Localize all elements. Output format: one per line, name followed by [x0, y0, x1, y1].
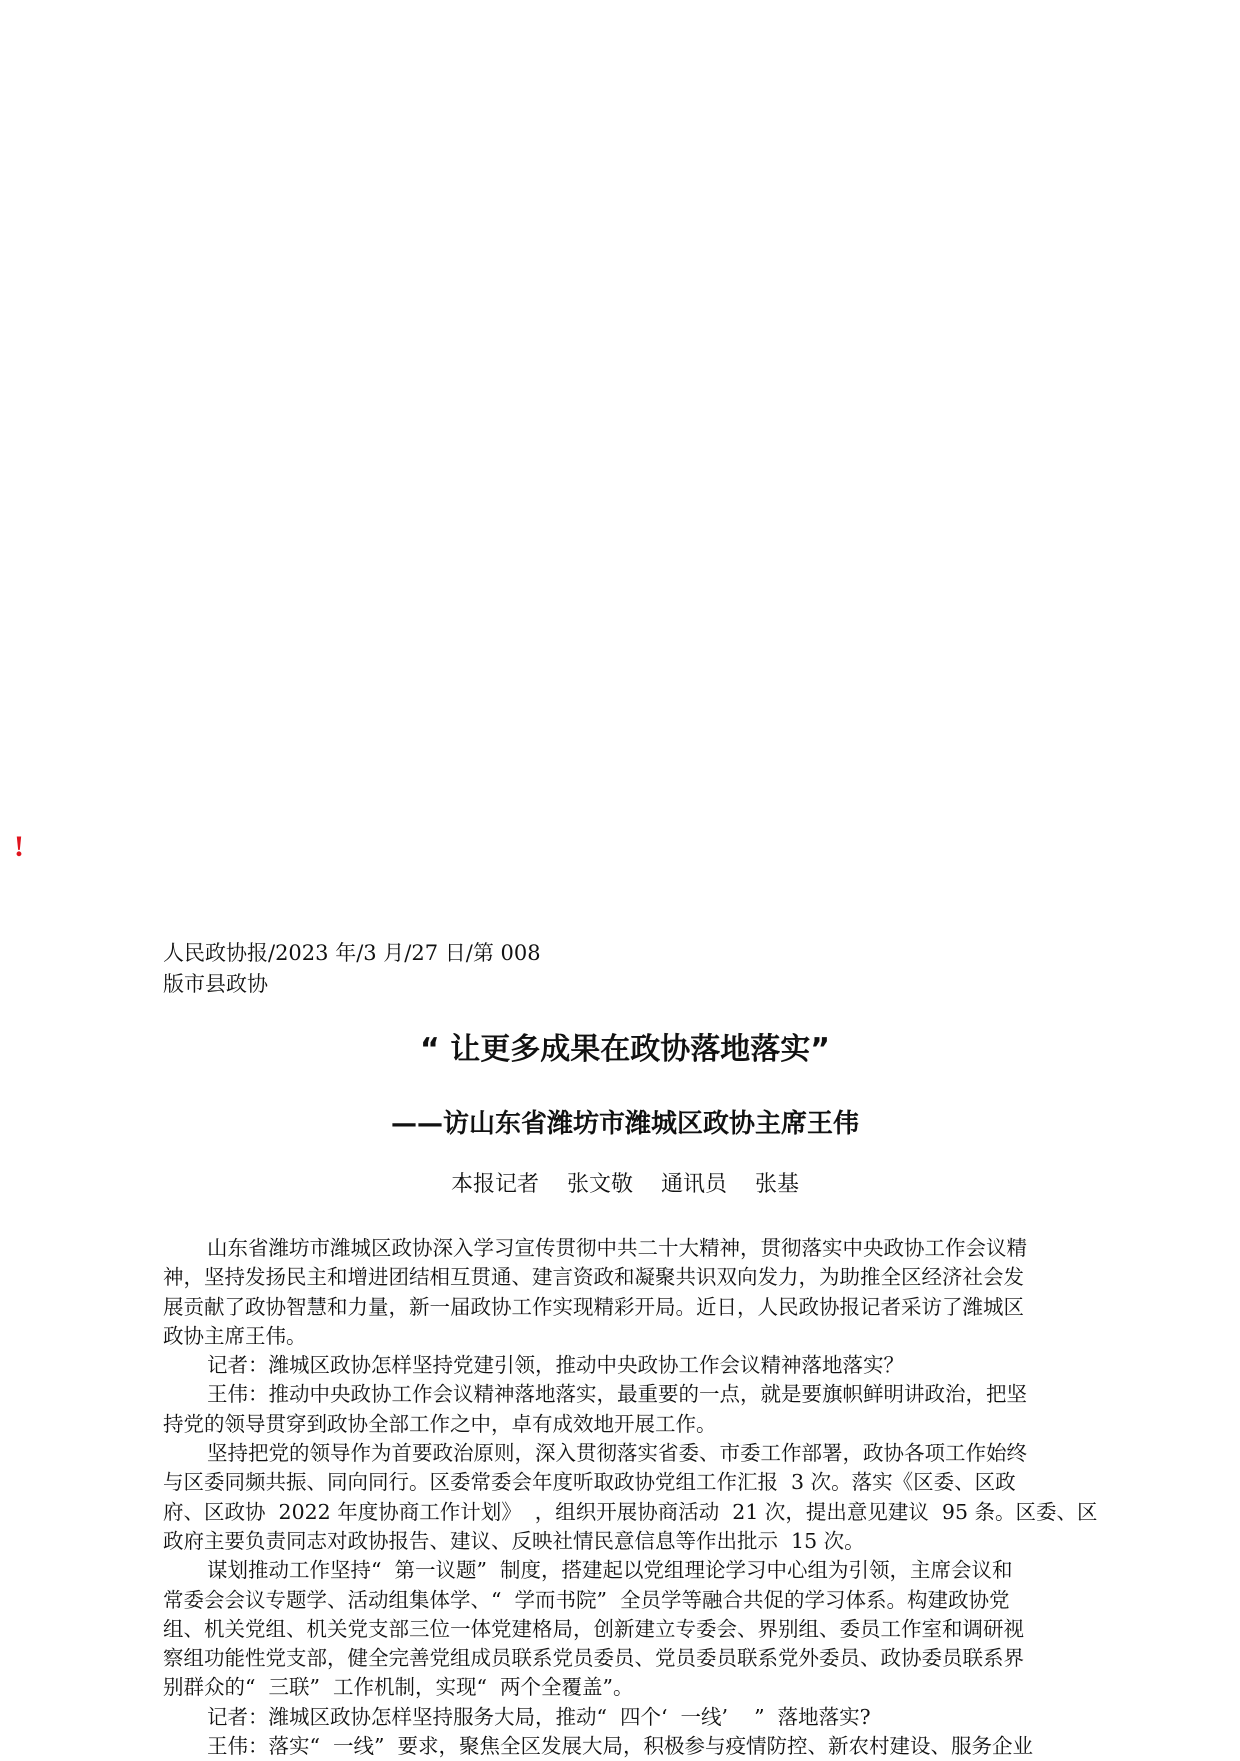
body-line: 政府主要负责同志对政协报告、建议、反映社情民意信息等作出批示 15 次。 [163, 1528, 865, 1553]
body-line: 记者：潍城区政协怎样坚持服务大局，推动“ 四个‘ 一线’ ” 落地落实? [207, 1704, 871, 1729]
body-line: 记者：潍城区政协怎样坚持党建引领，推动中央政协工作会议精神落地落实？ [207, 1353, 904, 1378]
body-line: 府、区政协 2022 年度协商工作计划》 ，组织开展协商活动 21 次，提出意见建议 95 条。区委、区 [163, 1499, 1098, 1524]
body-line: 山东省潍坊市潍城区政协深入学习宣传贯彻中共二十大精神，贯彻落实中央政协工作会议精 [207, 1236, 1027, 1260]
red-exclamation-mark: ! [14, 830, 24, 863]
body-line: 展贡献了政协智慧和力量，新一届政协工作实现精彩开局。近日，人民政协报记者采访了潍城区 [163, 1294, 1024, 1319]
body-line: 坚持把党的领导作为首要政治原则，深入贯彻落实省委、市委工作部署，政协各项工作始终 [207, 1441, 1027, 1466]
body-line: 持党的领导贯穿到政协全部工作之中，卓有成效地开展工作。 [163, 1411, 717, 1436]
body-line: 政协主席王伟。 [163, 1323, 307, 1348]
body-line: 神，坚持发扬民主和增进团结相互贯通、建言资政和凝聚共识双向发力，为助推全区经济社会发 [163, 1265, 1024, 1290]
article-body [163, 1234, 1098, 1761]
body-line: 王伟：推动中央政协工作会议精神落地落实，最重要的一点，就是要旗帜鲜明讲政治，把坚 [207, 1382, 1027, 1407]
body-line: 别群众的“ 三联” 工作机制，实现“ 两个全覆盖”。 [163, 1675, 634, 1700]
article-subtitle: ——访山东省潍坊市潍城区政协主席王伟 [390, 1109, 859, 1139]
body-line: 组、机关党组、机关党支部三位一体党建格局，创新建立专委会、界别组、委员工作室和调研视 [163, 1616, 1024, 1641]
article-title: “ 让更多成果在政协落地落实” [420, 1032, 830, 1067]
source-line-1: 人民政协报/2023 年/3 月/27 日/第 008 [163, 941, 541, 965]
body-line: 常委会会议专题学、活动组集体学、“ 学而书院” 全员学等融合共促的学习体系。构建政协党 [163, 1587, 1010, 1612]
body-line: 与区委同频共振、同向同行。区委常委会年度听取政协党组工作汇报 3 次。落实《区委、区政 [163, 1470, 1016, 1495]
body-line: 王伟：落实“ 一线” 要求，聚焦全区发展大局，积极参与疫情防控、新农村建设、服务企业 [207, 1734, 1034, 1759]
body-line: 谋划推动工作坚持“ 第一议题” 制度，搭建起以党组理论学习中心组为引领，主席会议和 [207, 1558, 1013, 1583]
source-line [163, 938, 1063, 1000]
article-byline: 本报记者 张文敬 通讯员 张基 [451, 1172, 799, 1197]
source-line-2: 版市县政协 [163, 972, 268, 996]
body-line: 察组功能性党支部，健全完善党组成员联系党员委员、党员委员联系党外委员、政协委员联系界 [163, 1646, 1024, 1671]
